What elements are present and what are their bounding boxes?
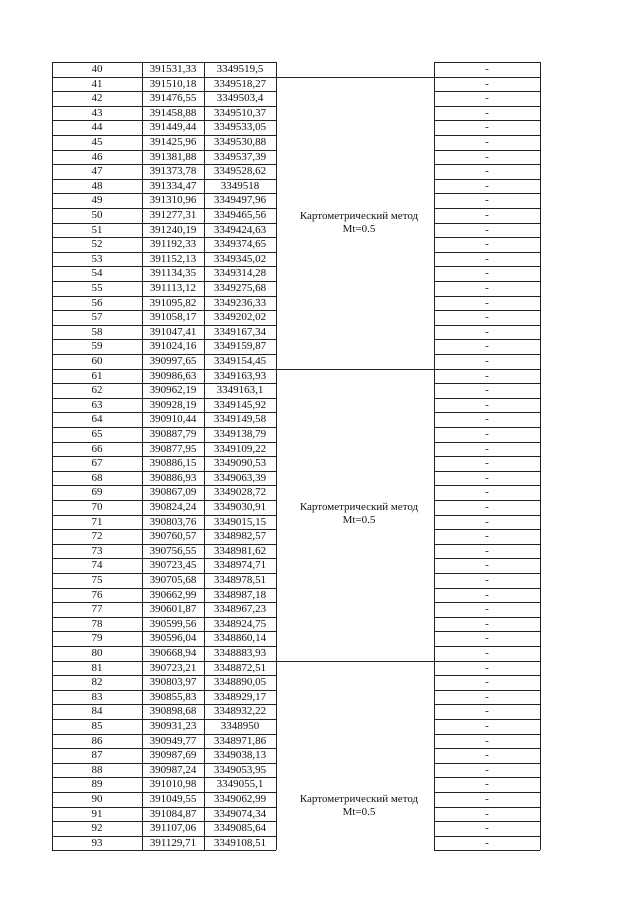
status-cell: - bbox=[485, 311, 489, 324]
x-coordinate: 390987,24 bbox=[149, 763, 197, 776]
y-coordinate: 3349149,58 bbox=[213, 413, 267, 426]
y-coordinate: 3348967,23 bbox=[213, 603, 267, 616]
point-number: 91 bbox=[91, 807, 103, 820]
point-number: 69 bbox=[91, 486, 103, 499]
status-cell: - bbox=[485, 340, 489, 353]
point-number: 45 bbox=[91, 136, 103, 148]
status-cell: - bbox=[485, 325, 489, 338]
accuracy-label: Mt=0.5 bbox=[342, 223, 376, 235]
point-number: 58 bbox=[91, 325, 103, 338]
point-number: 84 bbox=[91, 705, 103, 718]
y-coordinate: 3349138,79 bbox=[213, 428, 267, 440]
status-cell: - bbox=[485, 355, 489, 367]
x-coordinate: 390855,83 bbox=[149, 690, 197, 703]
point-number: 70 bbox=[91, 501, 103, 513]
status-cell: - bbox=[485, 121, 489, 134]
y-coordinate: 3348872,51 bbox=[213, 661, 267, 674]
y-coordinate: 3348883,93 bbox=[213, 647, 267, 659]
point-number: 93 bbox=[91, 836, 103, 849]
method-group bbox=[282, 501, 436, 527]
x-coordinate: 391113,12 bbox=[150, 282, 196, 294]
y-coordinate: 3349167,34 bbox=[213, 325, 267, 338]
point-number: 51 bbox=[91, 223, 103, 236]
point-number: 57 bbox=[91, 311, 103, 324]
status-cell: - bbox=[485, 617, 489, 630]
status-cell: - bbox=[485, 398, 489, 411]
table-bottom-border bbox=[434, 850, 540, 851]
point-number: 41 bbox=[91, 77, 103, 90]
group-divider bbox=[276, 77, 434, 78]
y-coordinate: 3348987,18 bbox=[213, 588, 267, 601]
method-label: Картометрический метод bbox=[299, 501, 419, 513]
status-cell: - bbox=[485, 822, 489, 835]
point-number: 86 bbox=[91, 734, 103, 747]
y-coordinate: 3349090,53 bbox=[213, 457, 267, 470]
point-number: 63 bbox=[91, 398, 103, 411]
x-coordinate: 391058,17 bbox=[149, 311, 197, 324]
status-cell: - bbox=[485, 63, 489, 75]
point-number: 76 bbox=[91, 588, 103, 601]
status-cell: - bbox=[485, 763, 489, 776]
status-cell: - bbox=[485, 136, 489, 148]
status-cell: - bbox=[485, 486, 489, 499]
x-coordinate: 390886,15 bbox=[149, 457, 197, 470]
x-coordinate: 391192,33 bbox=[149, 238, 197, 251]
y-coordinate: 3349533,05 bbox=[213, 121, 267, 134]
point-number: 49 bbox=[91, 194, 103, 207]
status-cell: - bbox=[485, 690, 489, 703]
y-coordinate: 3348924,75 bbox=[213, 617, 267, 630]
x-coordinate: 390987,69 bbox=[149, 749, 197, 762]
x-coordinate: 390877,95 bbox=[149, 442, 197, 455]
x-coordinate: 391510,18 bbox=[149, 77, 197, 90]
x-coordinate: 390824,24 bbox=[149, 501, 197, 513]
accuracy-label: Mt=0.5 bbox=[342, 806, 376, 818]
x-coordinate: 391531,33 bbox=[149, 63, 197, 75]
x-coordinate: 391373,78 bbox=[149, 165, 197, 178]
point-number: 73 bbox=[91, 544, 103, 557]
y-coordinate: 3349154,45 bbox=[213, 355, 267, 367]
status-cell: - bbox=[485, 661, 489, 674]
x-coordinate: 391047,41 bbox=[149, 325, 197, 338]
y-coordinate: 3349055,1 bbox=[216, 778, 264, 791]
group-divider bbox=[276, 369, 434, 370]
y-coordinate: 3349163,93 bbox=[213, 369, 267, 382]
point-number: 85 bbox=[91, 720, 103, 732]
y-coordinate: 3348971,86 bbox=[213, 734, 267, 747]
method-label: Картометрический метод bbox=[299, 793, 419, 805]
y-coordinate: 3348982,57 bbox=[213, 530, 267, 543]
point-number: 68 bbox=[91, 471, 103, 484]
x-coordinate: 390705,68 bbox=[149, 574, 197, 586]
x-coordinate: 390962,19 bbox=[149, 384, 197, 397]
method-label: Картометрический метод bbox=[299, 210, 419, 222]
x-coordinate: 391049,55 bbox=[149, 793, 197, 805]
y-coordinate: 3349202,02 bbox=[213, 311, 267, 324]
point-number: 52 bbox=[91, 238, 103, 251]
point-number: 42 bbox=[91, 92, 103, 105]
x-coordinate: 391458,88 bbox=[149, 106, 197, 119]
y-coordinate: 3349109,22 bbox=[213, 442, 267, 455]
status-cell: - bbox=[485, 223, 489, 236]
y-coordinate: 3349159,87 bbox=[213, 340, 267, 353]
point-number: 53 bbox=[91, 252, 103, 265]
status-cell: - bbox=[485, 428, 489, 440]
status-cell: - bbox=[485, 165, 489, 178]
point-number: 59 bbox=[91, 340, 103, 353]
point-number: 77 bbox=[91, 603, 103, 616]
point-number: 47 bbox=[91, 165, 103, 178]
y-coordinate: 3348860,14 bbox=[213, 632, 267, 645]
column-divider bbox=[540, 62, 541, 850]
y-coordinate: 3349314,28 bbox=[213, 267, 267, 280]
y-coordinate: 3349510,37 bbox=[213, 106, 267, 119]
point-number: 92 bbox=[91, 822, 103, 835]
x-coordinate: 390867,09 bbox=[149, 486, 197, 499]
x-coordinate: 391095,82 bbox=[149, 296, 197, 309]
y-coordinate: 3349528,62 bbox=[213, 165, 267, 178]
y-coordinate: 3349530,88 bbox=[213, 136, 267, 148]
x-coordinate: 391129,71 bbox=[149, 836, 197, 849]
point-number: 55 bbox=[91, 282, 103, 294]
point-number: 87 bbox=[91, 749, 103, 762]
status-cell: - bbox=[485, 544, 489, 557]
point-number: 88 bbox=[91, 763, 103, 776]
x-coordinate: 391240,19 bbox=[149, 223, 197, 236]
point-number: 82 bbox=[91, 676, 103, 689]
status-cell: - bbox=[485, 442, 489, 455]
status-cell: - bbox=[485, 413, 489, 426]
status-cell: - bbox=[485, 574, 489, 586]
y-coordinate: 3349345,02 bbox=[213, 252, 267, 265]
y-coordinate: 3349063,39 bbox=[213, 471, 267, 484]
status-cell: - bbox=[485, 194, 489, 207]
status-cell: - bbox=[485, 734, 489, 747]
point-number: 40 bbox=[91, 63, 103, 75]
status-cell: - bbox=[485, 457, 489, 470]
point-number: 80 bbox=[91, 647, 103, 659]
x-coordinate: 390803,97 bbox=[149, 676, 197, 689]
status-cell: - bbox=[485, 106, 489, 119]
x-coordinate: 390723,45 bbox=[149, 559, 197, 572]
y-coordinate: 3349108,51 bbox=[213, 836, 267, 849]
y-coordinate: 3349537,39 bbox=[213, 150, 267, 163]
point-number: 79 bbox=[91, 632, 103, 645]
x-coordinate: 390760,57 bbox=[149, 530, 197, 543]
x-coordinate: 390803,76 bbox=[149, 515, 197, 528]
group-divider bbox=[276, 661, 434, 662]
y-coordinate: 3349503,4 bbox=[216, 92, 264, 105]
x-coordinate: 391310,96 bbox=[149, 194, 197, 207]
x-coordinate: 391107,06 bbox=[149, 822, 197, 835]
status-cell: - bbox=[485, 252, 489, 265]
y-coordinate: 3349236,33 bbox=[213, 296, 267, 309]
status-cell: - bbox=[485, 267, 489, 280]
x-coordinate: 390931,23 bbox=[149, 720, 197, 732]
point-number: 46 bbox=[91, 150, 103, 163]
status-cell: - bbox=[485, 720, 489, 732]
y-coordinate: 3349145,92 bbox=[213, 398, 267, 411]
x-coordinate: 391152,13 bbox=[149, 252, 197, 265]
x-coordinate: 391024,16 bbox=[149, 340, 197, 353]
status-cell: - bbox=[485, 603, 489, 616]
point-number: 90 bbox=[91, 793, 103, 805]
table-bottom-border bbox=[52, 850, 276, 851]
status-cell: - bbox=[485, 749, 489, 762]
status-cell: - bbox=[485, 676, 489, 689]
y-coordinate: 3349074,34 bbox=[213, 807, 267, 820]
point-number: 43 bbox=[91, 106, 103, 119]
point-number: 89 bbox=[91, 778, 103, 791]
x-coordinate: 390928,19 bbox=[149, 398, 197, 411]
point-number: 60 bbox=[91, 355, 103, 367]
point-number: 66 bbox=[91, 442, 103, 455]
point-number: 72 bbox=[91, 530, 103, 543]
x-coordinate: 390723,21 bbox=[149, 661, 197, 674]
x-coordinate: 391084,87 bbox=[149, 807, 197, 820]
point-number: 81 bbox=[91, 661, 103, 674]
status-cell: - bbox=[485, 793, 489, 805]
status-cell: - bbox=[485, 282, 489, 294]
column-divider bbox=[276, 62, 277, 850]
point-number: 67 bbox=[91, 457, 103, 470]
x-coordinate: 391425,96 bbox=[149, 136, 197, 148]
y-coordinate: 3349519,5 bbox=[216, 63, 264, 75]
status-cell: - bbox=[485, 530, 489, 543]
x-coordinate: 390662,99 bbox=[149, 588, 197, 601]
point-number: 78 bbox=[91, 617, 103, 630]
x-coordinate: 391134,35 bbox=[149, 267, 197, 280]
x-coordinate: 390668,94 bbox=[149, 647, 197, 659]
status-cell: - bbox=[485, 92, 489, 105]
x-coordinate: 390986,63 bbox=[149, 369, 197, 382]
method-group bbox=[282, 793, 436, 819]
y-coordinate: 3348981,62 bbox=[213, 544, 267, 557]
status-cell: - bbox=[485, 836, 489, 849]
status-cell: - bbox=[485, 384, 489, 397]
x-coordinate: 390997,65 bbox=[149, 355, 197, 367]
status-cell: - bbox=[485, 77, 489, 90]
accuracy-label: Mt=0.5 bbox=[342, 514, 376, 526]
status-cell: - bbox=[485, 501, 489, 513]
y-coordinate: 3349518,27 bbox=[213, 77, 267, 90]
y-coordinate: 3349030,91 bbox=[213, 501, 267, 513]
point-number: 75 bbox=[91, 574, 103, 586]
point-number: 61 bbox=[91, 369, 103, 382]
y-coordinate: 3349028,72 bbox=[213, 486, 267, 499]
y-coordinate: 3349518 bbox=[220, 179, 260, 192]
y-coordinate: 3348929,17 bbox=[213, 690, 267, 703]
point-number: 62 bbox=[91, 384, 103, 397]
x-coordinate: 391476,55 bbox=[149, 92, 197, 105]
y-coordinate: 3349424,63 bbox=[213, 223, 267, 236]
status-cell: - bbox=[485, 559, 489, 572]
point-number: 56 bbox=[91, 296, 103, 309]
x-coordinate: 390949,77 bbox=[149, 734, 197, 747]
point-number: 64 bbox=[91, 413, 103, 426]
y-coordinate: 3349163,1 bbox=[216, 384, 264, 397]
x-coordinate: 391010,98 bbox=[149, 778, 197, 791]
y-coordinate: 3349038,13 bbox=[213, 749, 267, 762]
status-cell: - bbox=[485, 778, 489, 791]
status-cell: - bbox=[485, 471, 489, 484]
y-coordinate: 3349053,95 bbox=[213, 763, 267, 776]
status-cell: - bbox=[485, 296, 489, 309]
y-coordinate: 3348890,05 bbox=[213, 676, 267, 689]
status-cell: - bbox=[485, 150, 489, 163]
x-coordinate: 390601,87 bbox=[149, 603, 197, 616]
x-coordinate: 390886,93 bbox=[149, 471, 197, 484]
x-coordinate: 390887,79 bbox=[149, 428, 197, 440]
point-number: 54 bbox=[91, 267, 103, 280]
status-cell: - bbox=[485, 369, 489, 382]
y-coordinate: 3348950 bbox=[220, 720, 260, 732]
point-number: 71 bbox=[91, 515, 103, 528]
y-coordinate: 3348932,22 bbox=[213, 705, 267, 718]
x-coordinate: 391381,88 bbox=[149, 150, 197, 163]
y-coordinate: 3349374,65 bbox=[213, 238, 267, 251]
x-coordinate: 390596,04 bbox=[149, 632, 197, 645]
y-coordinate: 3349275,68 bbox=[213, 282, 267, 294]
point-number: 74 bbox=[91, 559, 103, 572]
status-cell: - bbox=[485, 632, 489, 645]
x-coordinate: 390756,55 bbox=[149, 544, 197, 557]
status-cell: - bbox=[485, 238, 489, 251]
status-cell: - bbox=[485, 209, 489, 221]
point-number: 50 bbox=[91, 209, 103, 221]
status-cell: - bbox=[485, 705, 489, 718]
x-coordinate: 391334,47 bbox=[149, 179, 197, 192]
x-coordinate: 390910,44 bbox=[149, 413, 197, 426]
x-coordinate: 391277,31 bbox=[149, 209, 197, 221]
status-cell: - bbox=[485, 515, 489, 528]
y-coordinate: 3349465,56 bbox=[213, 209, 267, 221]
method-group bbox=[282, 210, 436, 236]
y-coordinate: 3349497,96 bbox=[213, 194, 267, 207]
y-coordinate: 3348974,71 bbox=[213, 559, 267, 572]
x-coordinate: 391449,44 bbox=[149, 121, 197, 134]
y-coordinate: 3349015,15 bbox=[213, 515, 267, 528]
point-number: 65 bbox=[91, 428, 103, 440]
y-coordinate: 3348978,51 bbox=[213, 574, 267, 586]
status-cell: - bbox=[485, 588, 489, 601]
x-coordinate: 390599,56 bbox=[149, 617, 197, 630]
status-cell: - bbox=[485, 647, 489, 659]
point-number: 83 bbox=[91, 690, 103, 703]
status-cell: - bbox=[485, 179, 489, 192]
point-number: 44 bbox=[91, 121, 103, 134]
x-coordinate: 390898,68 bbox=[149, 705, 197, 718]
point-number: 48 bbox=[91, 179, 103, 192]
status-cell: - bbox=[485, 807, 489, 820]
y-coordinate: 3349062,99 bbox=[213, 793, 267, 805]
y-coordinate: 3349085,64 bbox=[213, 822, 267, 835]
